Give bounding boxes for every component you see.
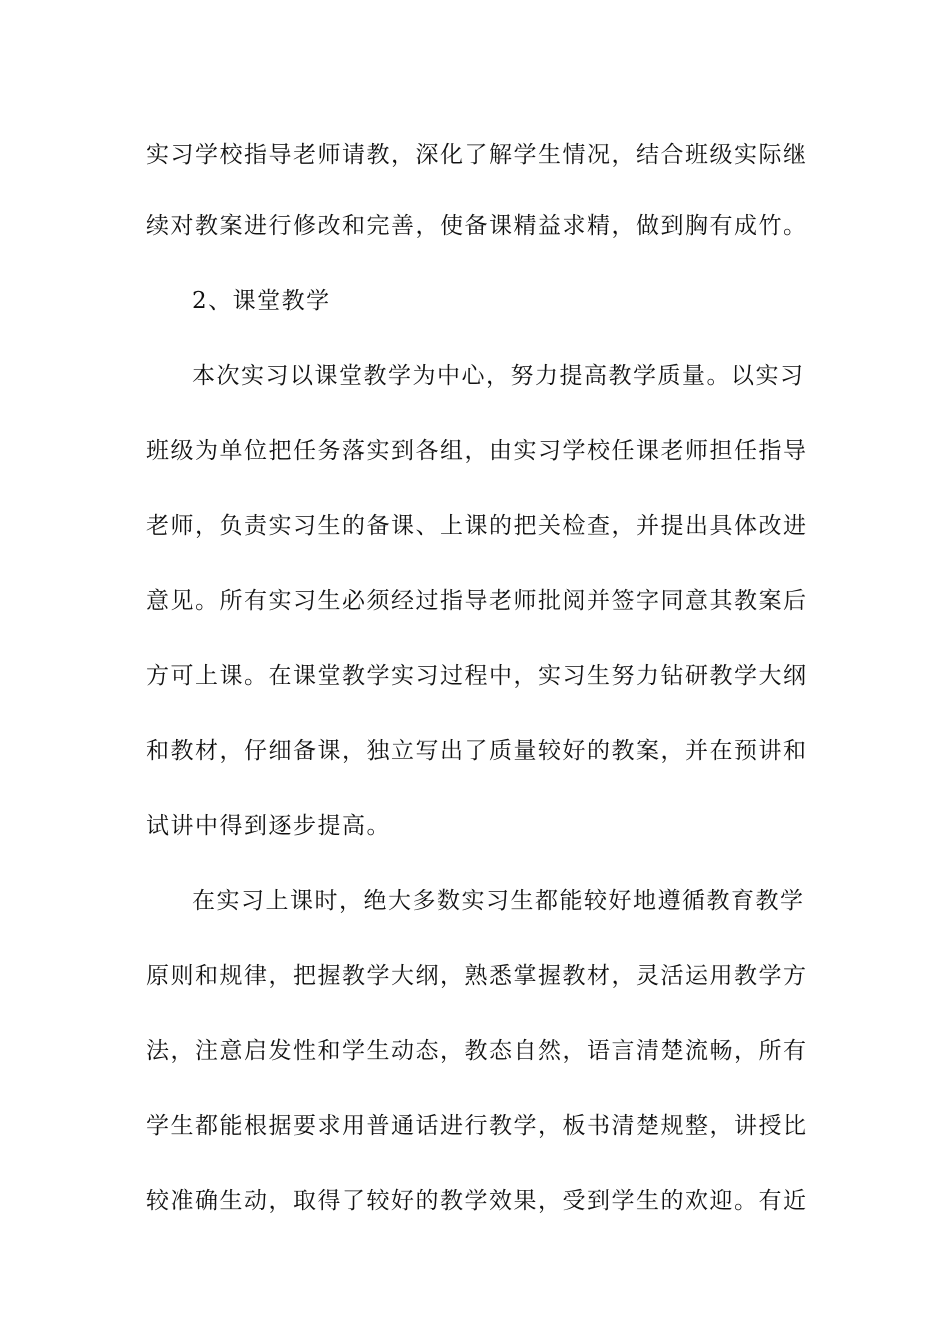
text-line: 学生都能根据要求用普通话进行教学，板书清楚规整，讲授比: [146, 1113, 808, 1139]
text-line: 意见。所有实习生必须经过指导老师批阅并签字同意其教案后: [146, 588, 808, 614]
text-line: 老师，负责实习生的备课、上课的把关检查，并提出具体改进: [146, 513, 808, 539]
text-line: 方可上课。在课堂教学实习过程中，实习生努力钻研教学大纲: [146, 663, 808, 689]
paragraph-start-line: 在实习上课时，绝大多数实习生都能较好地遵循教育教学: [192, 888, 805, 914]
text-line: 续对教案进行修改和完善，使备课精益求精，做到胸有成竹。: [146, 213, 808, 239]
text-line: 原则和规律，把握教学大纲，熟悉掌握教材，灵活运用教学方: [146, 963, 808, 989]
text-line: 班级为单位把任务落实到各组，由实习学校任课老师担任指导: [146, 438, 808, 464]
text-line: 较准确生动，取得了较好的教学效果，受到学生的欢迎。有近: [146, 1188, 808, 1214]
text-line: 法，注意启发性和学生动态，教态自然，语言清楚流畅，所有: [146, 1038, 808, 1064]
text-line: 试讲中得到逐步提高。: [146, 813, 391, 839]
paragraph-start-line: 本次实习以课堂教学为中心，努力提高教学质量。以实习: [192, 363, 805, 389]
section-heading: 2、课堂教学: [192, 288, 331, 314]
text-line: 实习学校指导老师请教，深化了解学生情况，结合班级实际继: [146, 142, 808, 168]
text-line: 和教材，仔细备课，独立写出了质量较好的教案，并在预讲和: [146, 738, 808, 764]
